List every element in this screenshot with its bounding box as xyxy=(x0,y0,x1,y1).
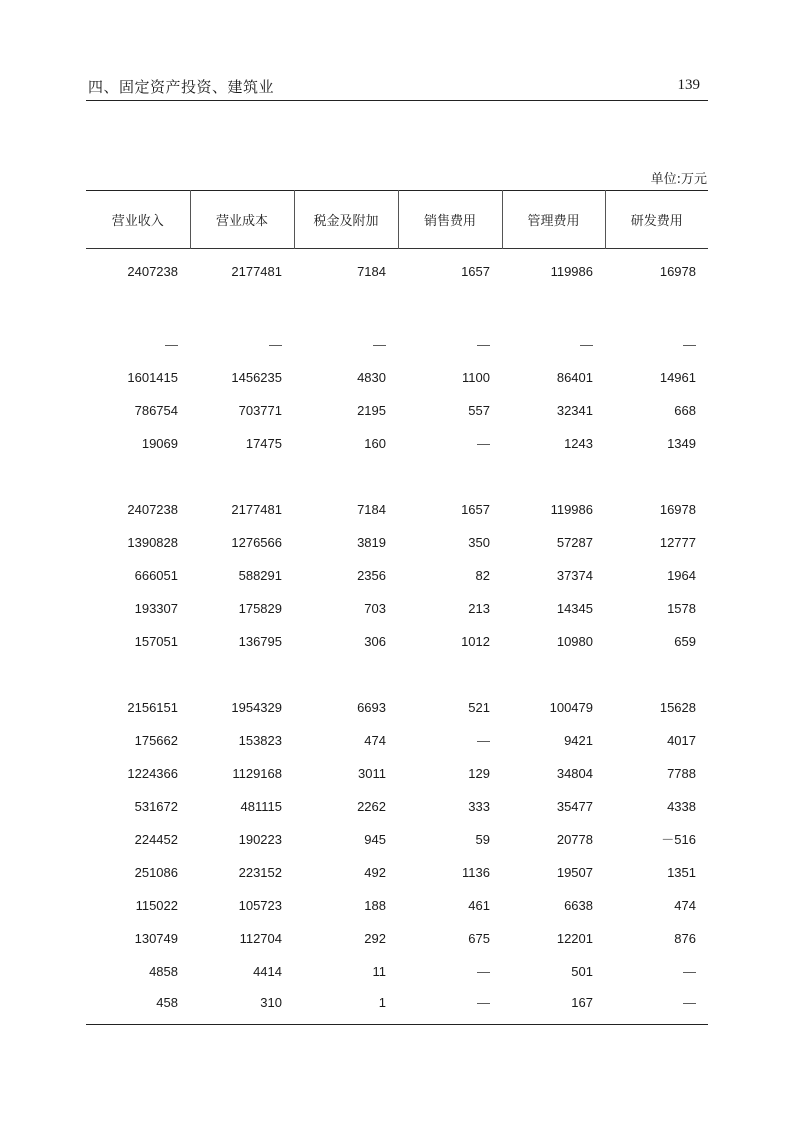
table-row xyxy=(86,295,708,328)
table-cell: 666051 xyxy=(134,568,178,583)
table-row xyxy=(86,559,708,592)
table-cell: — xyxy=(683,337,696,352)
table-cell xyxy=(86,295,190,328)
table-cell xyxy=(294,295,398,328)
table-cell: 160 xyxy=(364,436,386,451)
column-header-cost: 营业成本 xyxy=(190,191,294,249)
table-cell: 105723 xyxy=(238,898,282,913)
table-cell: 333 xyxy=(468,799,490,814)
table-cell: 10980 xyxy=(556,634,593,649)
table-cell: — xyxy=(398,988,502,1025)
table-cell: 100479 xyxy=(549,700,593,715)
table-cell: 6693 xyxy=(357,700,386,715)
table-cell xyxy=(190,658,294,691)
table-cell xyxy=(190,295,294,328)
table-cell: 668 xyxy=(674,403,696,418)
unit-label: 单位:万元 xyxy=(650,172,707,187)
table-cell: 458 xyxy=(86,988,190,1025)
table-cell: — xyxy=(373,337,386,352)
column-header-admin-expense: 管理费用 xyxy=(502,191,605,249)
table-cell: 14961 xyxy=(659,370,696,385)
table-cell: 16978 xyxy=(659,502,696,517)
table-cell: 112704 xyxy=(239,931,282,946)
table-cell: — xyxy=(605,988,708,1025)
table-cell: 1224366 xyxy=(127,766,178,781)
table-cell: 82 xyxy=(475,568,490,583)
column-header-revenue: 营业收入 xyxy=(111,214,164,229)
table-cell: 188 xyxy=(364,898,386,913)
table-cell: 115022 xyxy=(135,898,178,913)
table-row xyxy=(86,658,708,691)
table-cell: 130749 xyxy=(134,931,178,946)
table-cell: 786754 xyxy=(134,403,178,418)
table-cell: 119986 xyxy=(550,502,593,517)
table-cell: — xyxy=(477,436,490,451)
table-cell: 12201 xyxy=(556,931,593,946)
table-row xyxy=(86,955,708,988)
table-cell xyxy=(398,295,502,328)
table-cell: 213 xyxy=(468,601,490,616)
table-cell: 310 xyxy=(190,988,294,1025)
table-cell: 2195 xyxy=(357,403,386,418)
table-cell: 4830 xyxy=(357,370,386,385)
table-cell: 1100 xyxy=(462,370,490,385)
table-cell: 703771 xyxy=(238,403,282,418)
table-row xyxy=(86,889,708,922)
table-cell xyxy=(398,658,502,691)
table-cell: 1578 xyxy=(667,601,696,616)
table-cell: 34804 xyxy=(556,766,593,781)
table-header-row xyxy=(86,191,708,249)
table-cell xyxy=(502,295,605,328)
table-cell xyxy=(86,460,190,493)
table-cell xyxy=(502,658,605,691)
table-cell: 32341 xyxy=(556,403,593,418)
table-cell: — xyxy=(477,337,490,352)
table-cell xyxy=(86,658,190,691)
table-cell: 7184 xyxy=(357,264,386,279)
table-cell: 1390828 xyxy=(127,535,178,550)
table-cell: 251086 xyxy=(134,865,178,880)
table-row xyxy=(86,592,708,625)
table-cell: — xyxy=(477,964,490,979)
table-cell: 531672 xyxy=(134,799,178,814)
table-cell: 1 xyxy=(294,988,398,1025)
table-cell: 1964 xyxy=(667,568,696,583)
table-cell xyxy=(605,295,708,328)
table-cell: 9421 xyxy=(564,733,593,748)
table-cell: 57287 xyxy=(556,535,593,550)
table-row xyxy=(86,427,708,460)
table-cell: 7788 xyxy=(667,766,696,781)
table-cell: 2177481 xyxy=(231,502,282,517)
table-cell: 17475 xyxy=(245,436,282,451)
data-table-container xyxy=(86,190,708,1025)
table-cell: 1601415 xyxy=(127,370,178,385)
table-row xyxy=(86,460,708,493)
column-header-sales-expense: 销售费用 xyxy=(398,191,502,249)
table-row xyxy=(86,249,708,296)
table-row xyxy=(86,757,708,790)
table-cell: 588291 xyxy=(238,568,282,583)
table-row xyxy=(86,328,708,361)
table-cell: 37374 xyxy=(556,568,593,583)
table-cell: 2156151 xyxy=(127,700,178,715)
table-cell: 557 xyxy=(468,403,490,418)
table-cell: 1657 xyxy=(461,502,490,517)
table-cell: 1349 xyxy=(667,436,696,451)
table-cell: 11 xyxy=(372,964,386,979)
table-cell: 2177481 xyxy=(231,264,282,279)
table-row xyxy=(86,361,708,394)
table-cell xyxy=(294,460,398,493)
table-cell: 876 xyxy=(674,931,696,946)
table-cell: — xyxy=(683,964,696,979)
table-cell: 3819 xyxy=(357,535,386,550)
page-number: 139 xyxy=(677,77,700,93)
table-cell: 7184 xyxy=(357,502,386,517)
table-cell: 35477 xyxy=(556,799,593,814)
table-cell: — xyxy=(580,337,593,352)
table-cell: 474 xyxy=(364,733,386,748)
table-cell: 190223 xyxy=(238,832,282,847)
table-cell: 1012 xyxy=(461,634,490,649)
table-cell: 461 xyxy=(468,898,490,913)
table-cell: 474 xyxy=(674,898,696,913)
table-cell: 19507 xyxy=(556,865,593,880)
column-header-taxes: 税金及附加 xyxy=(294,191,398,249)
table-cell: 119986 xyxy=(550,264,593,279)
table-cell: 167 xyxy=(502,988,605,1025)
column-header-rd-expense: 研发费用 xyxy=(605,191,708,249)
table-cell: 2407238 xyxy=(127,502,178,517)
table-cell: 1129168 xyxy=(232,766,282,781)
table-cell: 3011 xyxy=(358,766,386,781)
table-cell: 945 xyxy=(364,832,386,847)
table-row xyxy=(86,526,708,559)
table-cell: — xyxy=(165,337,178,352)
table-cell xyxy=(190,460,294,493)
table-cell xyxy=(605,658,708,691)
table-row xyxy=(86,493,708,526)
table-cell: 15628 xyxy=(659,700,696,715)
table-cell: 20778 xyxy=(556,832,593,847)
table-cell: 193307 xyxy=(134,601,178,616)
table-cell: 492 xyxy=(364,865,386,880)
table-cell: — xyxy=(477,733,490,748)
table-cell: 521 xyxy=(468,700,490,715)
table-cell: 86401 xyxy=(556,370,593,385)
table-cell: 1243 xyxy=(564,436,593,451)
table-cell xyxy=(502,460,605,493)
table-row xyxy=(86,856,708,889)
table-cell: 1276566 xyxy=(231,535,282,550)
table-row xyxy=(86,625,708,658)
table-cell: 4414 xyxy=(253,964,282,979)
table-cell: 1351 xyxy=(667,865,696,880)
table-cell: －516 xyxy=(661,832,696,847)
table-cell: 292 xyxy=(364,931,386,946)
table-cell: 19069 xyxy=(141,436,178,451)
table-cell: 4338 xyxy=(667,799,696,814)
table-cell: 14345 xyxy=(556,601,593,616)
table-cell: 153823 xyxy=(238,733,282,748)
table-row xyxy=(86,394,708,427)
table-row xyxy=(86,691,708,724)
table-row xyxy=(86,724,708,757)
table-cell: 175662 xyxy=(134,733,178,748)
table-cell: 157051 xyxy=(134,634,178,649)
section-title: 四、固定资产投资、建筑业 xyxy=(88,78,275,96)
data-table xyxy=(86,190,708,1025)
table-cell: 501 xyxy=(571,964,593,979)
table-cell: 16978 xyxy=(659,264,696,279)
table-cell: 481115 xyxy=(240,799,282,814)
table-cell xyxy=(398,460,502,493)
table-row xyxy=(86,988,708,1025)
table-cell: 675 xyxy=(468,931,490,946)
table-cell: 1136 xyxy=(462,865,490,880)
table-cell: 4858 xyxy=(149,964,178,979)
table-cell: 4017 xyxy=(667,733,696,748)
table-cell xyxy=(294,658,398,691)
table-cell: 175829 xyxy=(238,601,282,616)
table-row xyxy=(86,790,708,823)
table-cell: 1954329 xyxy=(231,700,282,715)
table-cell xyxy=(605,460,708,493)
table-cell: 12777 xyxy=(659,535,696,550)
table-cell: 1657 xyxy=(461,264,490,279)
table-row xyxy=(86,823,708,856)
page-header xyxy=(86,76,708,101)
table-cell: — xyxy=(269,337,282,352)
table-cell: 703 xyxy=(364,601,386,616)
table-cell: 1456235 xyxy=(231,370,282,385)
table-cell: 6638 xyxy=(564,898,593,913)
table-cell: 223152 xyxy=(238,865,282,880)
table-cell: 224452 xyxy=(134,832,178,847)
table-row xyxy=(86,922,708,955)
table-cell: 129 xyxy=(468,766,490,781)
table-body xyxy=(86,249,708,1025)
table-cell: 2262 xyxy=(357,799,386,814)
table-cell: 659 xyxy=(674,634,696,649)
table-cell: 136795 xyxy=(238,634,282,649)
table-cell: 350 xyxy=(468,535,490,550)
table-cell: 59 xyxy=(475,832,490,847)
table-cell: 2407238 xyxy=(127,264,178,279)
table-cell: 2356 xyxy=(357,568,386,583)
table-cell: 306 xyxy=(364,634,386,649)
